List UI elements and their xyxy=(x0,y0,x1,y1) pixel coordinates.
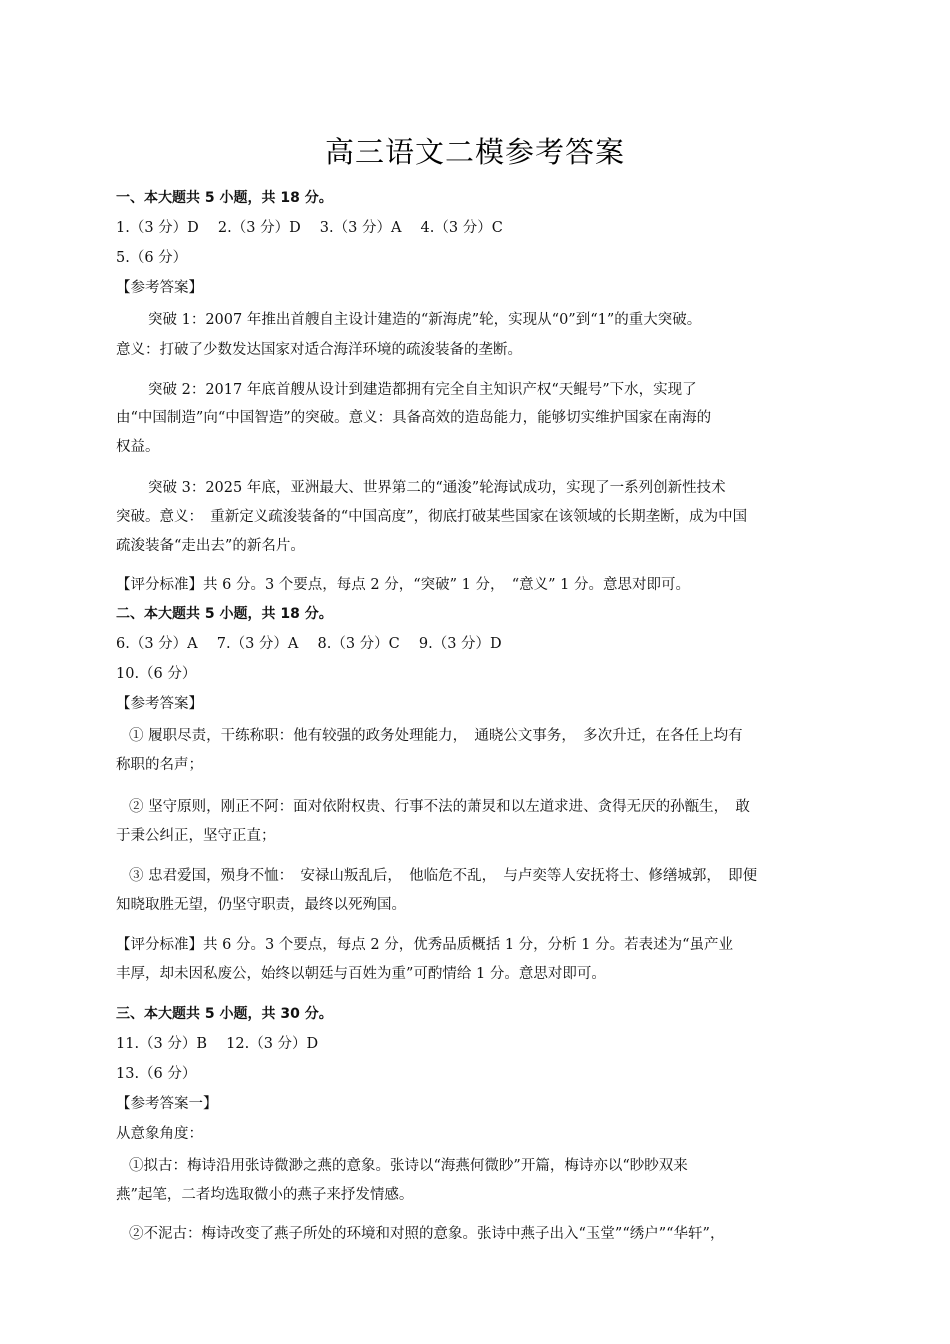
reference-answer-label: 【参考答案】 xyxy=(116,280,203,296)
answers-6-9: 6.（3 分）A 7.（3 分）A 8.（3 分）C 9.（3 分）D xyxy=(116,636,502,652)
answers-11-12: 11.（3 分）B 12.（3 分）D xyxy=(116,1036,319,1052)
quality-2-line-2: 于秉公纠正，坚守正直； xyxy=(116,828,276,844)
breakthrough-3-line-3: 疏浚装备“走出去”的新名片。 xyxy=(116,538,305,554)
quality-1-line-1: ① 履职尽责，干练称职：他有较强的政务处理能力， 通晓公文事务， 多次升迁，在各任上均有 xyxy=(129,728,743,744)
section-heading-3: 三、本大题共 5 小题，共 30 分。 xyxy=(116,1006,333,1022)
scoring-standard-2-line-2: 丰厚，却未因私废公，始终以朝廷与百姓为重”可酌情给 1 分。意思对即可。 xyxy=(116,966,606,982)
quality-1-line-2: 称职的名声； xyxy=(116,757,203,773)
section-heading-2: 二、本大题共 5 小题，共 18 分。 xyxy=(116,606,333,622)
quality-3-line-1: ③ 忠君爱国，殒身不恤： 安禄山叛乱后， 他临危不乱， 与卢奕等人安抚将士、修缮城郭， 即便 xyxy=(129,868,758,884)
quality-2-line-1: ② 坚守原则，刚正不阿：面对依附权贵、行事不法的萧炅和以左道求进、贪得无厌的孙甑生， 敢 xyxy=(129,799,750,815)
reference-answer-label-2: 【参考答案】 xyxy=(116,696,203,712)
imitation-line-2: 燕”起笔，二者均选取微小的燕子来抒发情感。 xyxy=(116,1187,414,1203)
scoring-standard-2-line-1: 【评分标准】共 6 分。3 个要点，每点 2 分，优秀品质概括 1 分，分析 1 分。若表述为“虽产业 xyxy=(116,937,734,953)
answers-1-4: 1.（3 分）D 2.（3 分）D 3.（3 分）A 4.（3 分）C xyxy=(116,220,503,236)
question-5-label: 5.（6 分） xyxy=(116,250,188,266)
section-heading-1: 一、本大题共 5 小题，共 18 分。 xyxy=(116,190,333,206)
breakthrough-3-line-1: 突破 3：2025 年底，亚洲最大、世界第二的“通浚”轮海试成功，实现了一系列创新性技术 xyxy=(148,480,726,496)
page-title: 高三语文二模参考答案 xyxy=(324,135,625,169)
question-13-label: 13.（6 分） xyxy=(116,1066,197,1082)
breakthrough-1-line-1: 突破 1：2007 年推出首艘自主设计建造的“新海虎”轮，实现从“0”到“1”的重大突破。 xyxy=(148,312,702,328)
scoring-standard-1: 【评分标准】共 6 分。3 个要点，每点 2 分，“突破” 1 分， “意义” 1 分。意思对即可。 xyxy=(116,577,691,593)
breakthrough-2-line-3: 权益。 xyxy=(116,439,160,455)
question-10-label: 10.（6 分） xyxy=(116,666,197,682)
quality-3-line-2: 知晓取胜无望，仍坚守职责，最终以死殉国。 xyxy=(116,897,406,913)
reference-answer-one-label: 【参考答案一】 xyxy=(116,1096,218,1112)
breakthrough-2-line-2: 由“中国制造”向“中国智造”的突破。意义：具备高效的造岛能力，能够切实维护国家在南海的 xyxy=(116,410,712,426)
imitation-line-1: ①拟古：梅诗沿用张诗微渺之燕的意象。张诗以“海燕何微眇”开篇，梅诗亦以“眇眇双来 xyxy=(129,1158,688,1174)
breakthrough-3-line-2: 突破。意义： 重新定义疏浚装备的“中国高度”，彻底打破某些国家在该领域的长期垄断，成为中国 xyxy=(116,509,748,525)
innovation-line-1: ②不泥古：梅诗改变了燕子所处的环境和对照的意象。张诗中燕子出入“玉堂”“绣户”“华轩”， xyxy=(129,1226,725,1242)
breakthrough-1-line-2: 意义：打破了少数发达国家对适合海洋环境的疏浚装备的垄断。 xyxy=(116,342,522,358)
breakthrough-2-line-1: 突破 2：2017 年底首艘从设计到建造都拥有完全自主知识产权“天鲲号”下水，实现了 xyxy=(148,382,697,398)
imagery-angle-label: 从意象角度： xyxy=(116,1126,203,1142)
